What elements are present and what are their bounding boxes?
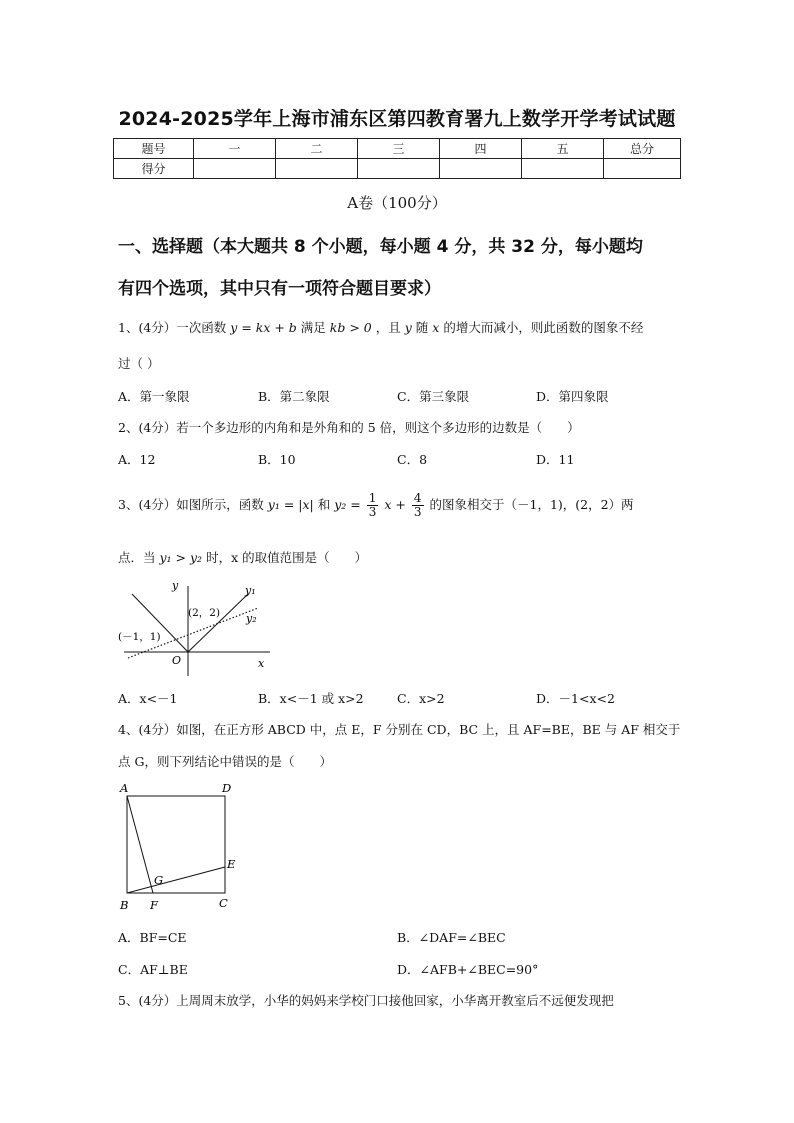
table-cell (604, 159, 681, 179)
vertex-label: D (222, 781, 232, 795)
point-label: (2，2) (188, 607, 221, 619)
table-cell (276, 159, 358, 179)
function-graph-figure (112, 572, 282, 680)
volume-heading: A卷（100分） (347, 194, 447, 212)
question-1-text: ，且 (375, 320, 401, 335)
question-3-text: 3、(4分）如图所示，函数 (118, 497, 264, 512)
table-cell: 总分 (604, 139, 681, 159)
question-1-text: 的增大而减小，则此函数的图象不经 (443, 320, 644, 335)
option-d: D．第四象限 (536, 389, 609, 404)
option-b: B．第二象限 (258, 389, 330, 404)
score-table-score-row (114, 159, 681, 179)
option-a: A．第一象限 (118, 389, 190, 404)
option-b: B．∠DAF=∠BEC (397, 930, 506, 945)
question-1-line1 (118, 318, 643, 336)
question-3-line2 (118, 548, 367, 566)
table-cell (522, 159, 604, 179)
question-1-text: 满足 (300, 320, 326, 335)
fraction-numerator: 1 (368, 491, 377, 505)
fraction (367, 492, 379, 519)
table-cell (194, 159, 276, 179)
question-1-text: 随 (415, 320, 429, 335)
question-5-line1: 5、(4分）上周周末放学，小华的妈妈来学校门口接他回家，小华离开教室后不远便发现把 (118, 993, 614, 1008)
table-cell: 二 (276, 139, 358, 159)
formula: x (432, 320, 440, 335)
option-c: C．第三象限 (397, 389, 470, 404)
table-cell: 四 (440, 139, 522, 159)
point-label: F (150, 898, 158, 912)
formula: y₁ > y₂ (159, 550, 203, 565)
vertex-label: B (120, 898, 129, 912)
y-axis-label: y (172, 579, 179, 592)
fraction-denominator: 3 (413, 505, 422, 519)
vertex-label: A (120, 781, 129, 795)
question-3-line1 (118, 490, 634, 520)
table-cell: 题号 (114, 139, 194, 159)
option-b: B．10 (258, 452, 296, 467)
table-cell (358, 159, 440, 179)
table-cell: 一 (194, 139, 276, 159)
vertex-label: C (219, 896, 228, 910)
exam-title: 2024-2025学年上海市浦东区第四教育署九上数学开学考试试题 (118, 108, 676, 130)
y1-label: y₁ (245, 584, 256, 597)
formula: x + (384, 497, 406, 512)
section-heading-line1: 一、选择题（本大题共 8 个小题，每小题 4 分，共 32 分，每小题均 (118, 237, 643, 257)
fraction (412, 492, 424, 519)
option-b: B．x<－1 或 x>2 (258, 691, 364, 706)
table-cell: 五 (522, 139, 604, 159)
formula: y (404, 320, 412, 335)
option-a: A．BF=CE (118, 930, 187, 945)
point-label: E (227, 857, 236, 871)
question-3-text: 和 (317, 497, 331, 512)
option-a: A．x<－1 (118, 691, 178, 706)
option-a: A．12 (118, 452, 156, 467)
question-1-line2: 过（ ） (118, 356, 160, 371)
y2-label: y₂ (246, 612, 257, 625)
table-cell (440, 159, 522, 179)
fraction-denominator: 3 (368, 505, 377, 519)
square-abcd (127, 796, 225, 893)
question-4-line1: 4、(4分）如图，在正方形 ABCD 中，点 E，F 分别在 CD，BC 上，且 AF=BE，BE 与 AF 相交于 (118, 722, 681, 737)
formula: y₂ = (334, 497, 361, 512)
option-c: C．AF⊥BE (118, 962, 188, 977)
option-d: D．∠AFB+∠BEC=90° (397, 962, 539, 977)
formula: y₁ = |x| (267, 497, 314, 512)
question-2-text: 2、(4分）若一个多边形的内角和是外角和的 5 倍，则这个多边形的边数是（ ） (118, 420, 580, 435)
fraction-numerator: 4 (413, 491, 422, 505)
score-table (113, 138, 681, 179)
point-label: G (154, 873, 164, 887)
option-d: D．－1<x<2 (536, 691, 615, 706)
score-table-header-row (114, 139, 681, 159)
graph-y1-line (132, 594, 248, 652)
question-4-line2: 点 G，则下列结论中错误的是（ ） (118, 754, 332, 769)
option-c: C．8 (397, 452, 428, 467)
segment-be (127, 867, 225, 893)
question-1-text: 1、(4分）一次函数 (118, 320, 227, 335)
question-3-text: 时，x 的取值范围是（ ） (206, 550, 368, 565)
section-heading-line2: 有四个选项，其中只有一项符合题目要求） (118, 279, 441, 299)
point-label: (－1，1) (118, 631, 161, 643)
option-c: C．x>2 (397, 691, 445, 706)
square-figure (112, 778, 252, 912)
x-axis-label: x (258, 657, 265, 670)
question-3-text: 点．当 (118, 550, 156, 565)
formula: y = kx + b (230, 320, 297, 335)
table-cell: 三 (358, 139, 440, 159)
formula: kb > 0 (329, 320, 372, 335)
origin-label: O (172, 654, 182, 667)
option-d: D．11 (536, 452, 575, 467)
table-cell: 得分 (114, 159, 194, 179)
question-3-text: 的图象相交于（－1，1)，(2，2）两 (429, 497, 634, 512)
segment-af (127, 796, 153, 893)
